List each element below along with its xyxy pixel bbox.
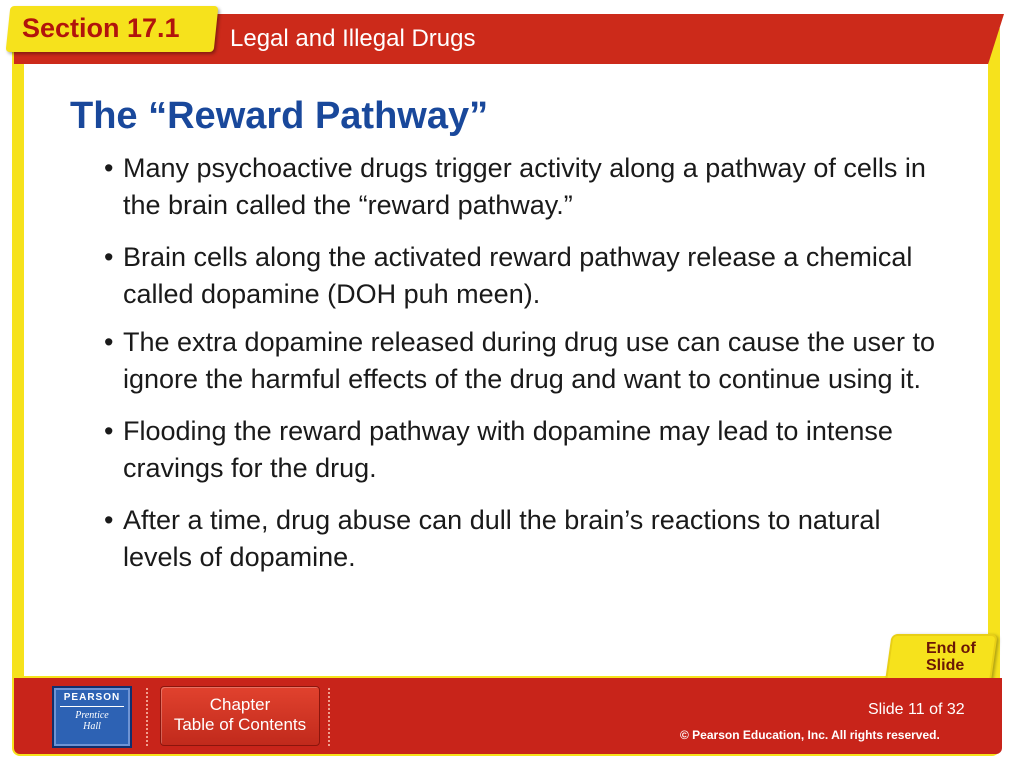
- footer-separator: [328, 688, 330, 746]
- copyright-text: © Pearson Education, Inc. All rights reserved.: [680, 728, 940, 742]
- pearson-logo[interactable]: [52, 686, 132, 748]
- pearson-logo-sub2: Hall: [83, 721, 101, 732]
- chapter-title: Legal and Illegal Drugs: [230, 25, 476, 52]
- bullet-item: • Brain cells along the activated reward pathway release a chemical called dopamine (DOH puh meen).: [100, 239, 950, 312]
- section-label: Section 17.1: [22, 13, 180, 43]
- bullet-item: • Flooding the reward pathway with dopamine may lead to intense cravings for the drug.: [100, 413, 950, 486]
- bullet-item: • The extra dopamine released during drug use can cause the user to ignore the harmful effects of the drug and want to continue using it.: [100, 324, 950, 397]
- chapter-toc-button[interactable]: [160, 686, 320, 746]
- bullet-item: • Many psychoactive drugs trigger activity along a pathway of cells in the brain called the “reward pathway.”: [100, 150, 950, 223]
- pearson-logo-sub: [54, 710, 130, 732]
- bullet-item: • After a time, drug abuse can dull the brain’s reactions to natural levels of dopamine.: [100, 502, 950, 575]
- end-of-slide-line1: End of: [926, 640, 976, 657]
- end-of-slide-label[interactable]: [926, 640, 976, 674]
- slide-title: The “Reward Pathway”: [70, 95, 489, 137]
- pearson-logo-top: PEARSON: [63, 692, 121, 703]
- footer-separator: [146, 688, 148, 746]
- slide-counter: Slide 11 of 32: [868, 701, 965, 718]
- bullet-list: [100, 150, 950, 575]
- end-of-slide-line2: Slide: [926, 657, 965, 674]
- pearson-logo-divider: [60, 706, 124, 707]
- pearson-logo-sub1: Prentice: [75, 710, 109, 721]
- toc-line1: Chapter: [209, 695, 271, 714]
- toc-line2: Table of Contents: [173, 715, 307, 734]
